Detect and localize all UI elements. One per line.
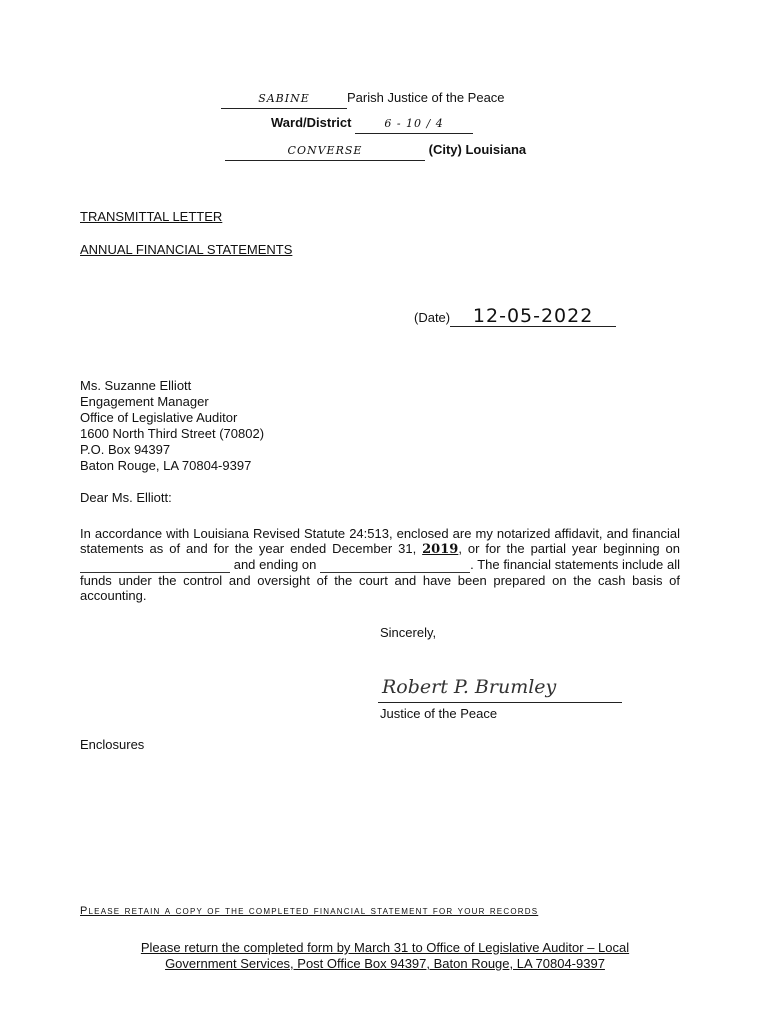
city-label: (City) Louisiana: [428, 142, 527, 157]
retain-notice: Please retain a copy of the completed financial statement for your records: [80, 905, 539, 917]
address-block: [80, 378, 264, 474]
signature-handwritten: Robert P. Brumley: [382, 676, 557, 698]
address-line-office: Office of Legislative Auditor: [80, 410, 238, 425]
beginning-date-blank: [80, 557, 230, 573]
ward-handwritten: 6 - 10 / 4: [355, 116, 473, 134]
body-part2: , or for the partial year beginning on: [458, 541, 680, 556]
address-line-city: Baton Rouge, LA 70804-9397: [80, 458, 252, 473]
address-line-street: 1600 North Third Street (70802): [80, 426, 265, 441]
body-part4: . The financial statements include all funds under the control and oversight of the court and have been prepared on the cash basis of accounting.: [80, 557, 680, 603]
date-handwritten: 12-05-2022: [450, 306, 616, 327]
city-line: [225, 142, 526, 161]
ward-line: [271, 115, 473, 134]
address-line-name: Ms. Suzanne Elliott: [80, 378, 192, 393]
parish-label: Parish Justice of the Peace: [347, 90, 505, 105]
date-line: [414, 306, 616, 327]
ward-label: Ward/District: [271, 115, 352, 130]
date-label: (Date): [414, 310, 451, 325]
closing: Sincerely,: [380, 625, 437, 640]
address-line-pobox: P.O. Box 94397: [80, 442, 171, 457]
address-line-title: Engagement Manager: [80, 394, 209, 409]
signature-line: [378, 676, 622, 703]
transmittal-title: TRANSMITTAL LETTER: [80, 209, 223, 224]
body-part3: and ending on: [230, 557, 321, 572]
body-part1: In accordance with Louisiana Revised Statute 24:513, enclosed are my notarized affidavit, and financial statements as of and for the year ended December 31,: [80, 526, 680, 556]
salutation: Dear Ms. Elliott:: [80, 490, 172, 505]
city-handwritten: CONVERSE: [225, 143, 425, 161]
signature-title: Justice of the Peace: [380, 706, 498, 721]
body-paragraph: [80, 526, 680, 603]
return-notice-line2: Government Services, Post Office Box 94397, Baton Rouge, LA 70804-9397: [165, 956, 605, 971]
annual-title: ANNUAL FINANCIAL STATEMENTS: [80, 242, 293, 257]
parish-handwritten: SABINE: [221, 91, 347, 109]
return-notice-line1: Please return the completed form by March 31 to Office of Legislative Auditor – Local: [140, 940, 630, 955]
ending-date-blank: [320, 557, 470, 573]
return-notice: [80, 940, 690, 972]
enclosures: Enclosures: [80, 737, 145, 752]
parish-line: [221, 90, 505, 109]
year-handwritten: 2019: [422, 542, 459, 557]
